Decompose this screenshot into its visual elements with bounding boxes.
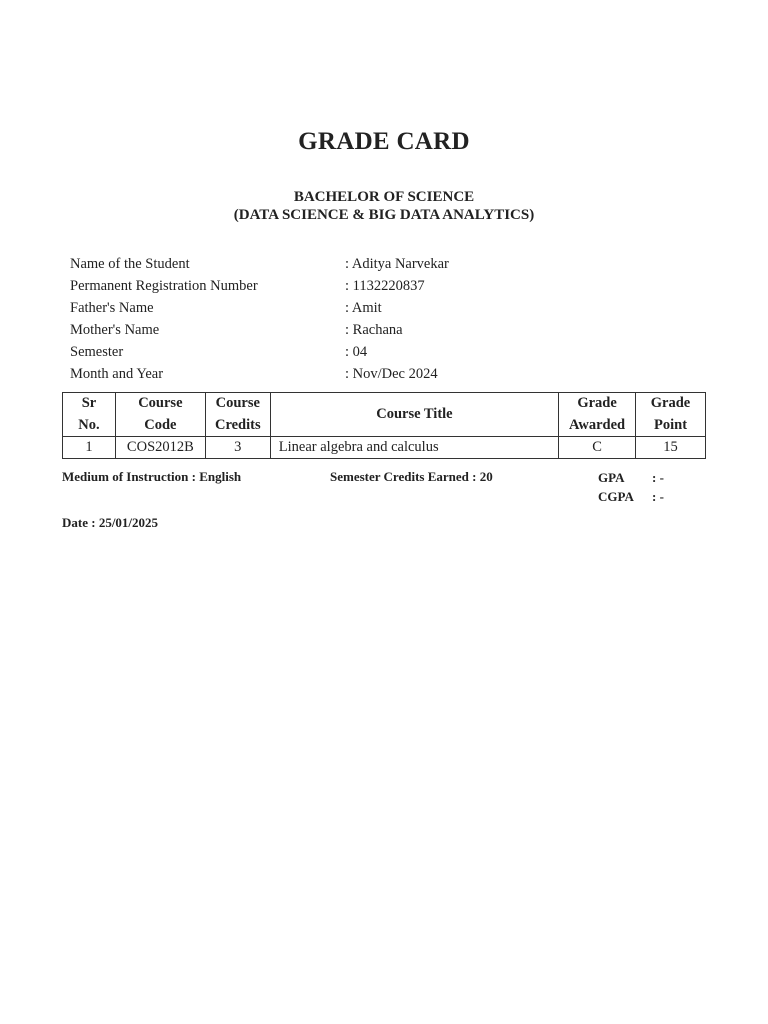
issue-date: Date : 25/01/2025 [62,515,159,530]
gpa-label: GPA [598,470,625,485]
cell-course-code: COS2012B [115,437,205,459]
cell-sr-no: 1 [63,437,116,459]
header-text: Grade [577,395,617,411]
info-label: Semester [70,344,124,360]
header-text: Awarded [569,416,626,433]
info-label: Name of the Student [70,256,190,272]
info-value: : 1132220837 [345,278,425,294]
info-row-semester [70,341,449,363]
info-value: : 04 [345,344,368,360]
degree-name: BACHELOR OF SCIENCE [293,189,475,205]
cgpa-value: : - [652,489,664,504]
info-row-student-name [70,253,449,275]
header-text: Sr [81,395,97,411]
header-text: Credits [214,416,261,433]
cell-grade-awarded: C [559,437,636,459]
header-text: No. [78,416,100,433]
cgpa-row [598,487,664,506]
semester-credits-earned: Semester Credits Earned : 20 [330,469,493,484]
header-grade-point [636,393,706,437]
header-text: Code [144,416,177,433]
header-text: Grade [650,395,691,411]
info-label: Mother's Name [70,322,160,338]
student-info [70,253,449,385]
info-value: : Nov/Dec 2024 [345,366,438,382]
cell-grade-point: 15 [636,437,706,459]
info-value: : Aditya Narvekar [345,256,449,272]
info-value: : Amit [345,300,382,316]
info-label: Permanent Registration Number [70,278,258,294]
info-label: Month and Year [70,366,164,382]
info-row-month-year [70,363,449,385]
gpa-row [598,468,664,487]
medium-of-instruction: Medium of Instruction : English [62,469,242,484]
header-grade-awarded [559,393,636,437]
info-row-registration-number [70,275,449,297]
info-label: Father's Name [70,300,154,316]
info-value: : Rachana [345,322,403,338]
header-course-title: Course Title [270,393,558,437]
gpa-value: : - [652,470,664,485]
cgpa-label: CGPA [598,489,634,504]
info-row-father-name [70,297,449,319]
table-header-row [63,393,706,437]
info-row-mother-name [70,319,449,341]
degree-heading [0,188,768,224]
header-text: Course [215,395,260,411]
grades-table [62,392,706,459]
cell-course-credits: 3 [205,437,270,459]
page-title: GRADE CARD [298,128,470,155]
header-text: Point [654,416,688,433]
header-course-credits [205,393,270,437]
degree-specialization: (DATA SCIENCE & BIG DATA ANALYTICS) [233,207,535,223]
header-course-code [115,393,205,437]
gpa-summary [598,468,664,506]
cell-course-title: Linear algebra and calculus [270,437,558,459]
header-sr-no [63,393,116,437]
table-row [63,437,706,459]
header-text: Course [138,395,183,411]
